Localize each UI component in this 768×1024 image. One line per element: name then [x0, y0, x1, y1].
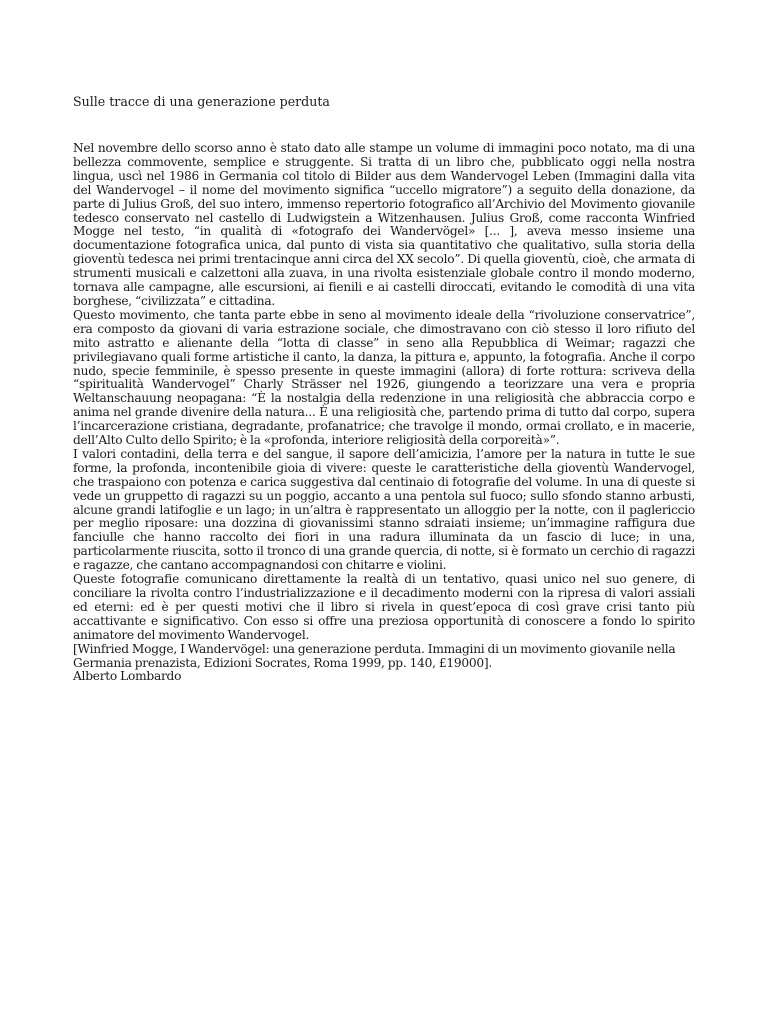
author-signature: Alberto Lombardo: [73, 669, 182, 684]
book-reference: [Winfried Mogge, I Wandervögel: una generazione perduta. Immagini di un movimento giovanile nella Germania prenazista, Edizioni Socrates, Roma 1999, pp. 140, £19000].: [73, 641, 676, 670]
document-page: [73, 94, 695, 684]
paragraph-values: I valori contadini, della terra e del sangue, il sapore dell’amicizia, l’amore per la natura in tutte le sue forme, la profonda, incontenibile gioia di vivere: queste le caratteristiche della gioventù Wandervogel, che traspaiono con potenza e carica suggestiva dal centinaio di fotografie del volume. In una di queste si vede un gruppetto di ragazzi su un poggio, accanto a una pentola sul fuoco; sullo sfondo stanno arbusti, alcune grandi latifoglie e un lago; in un’altra è rappresentato un alloggio per la notte, con il paglericcio per meglio riposare: una dozzina di giovanissimi stanno sdraiati insieme; un’immagine raffigura due fanciulle che hanno raccolto dei fiori in una radura illuminata da un fascio di luce; in una, particolarmente riuscita, sotto il tronco di una grande quercia, di notte, si è formato un cerchio di ragazzi e ragazze, che cantano accompagnandosi con chitarre e violini.: [73, 446, 695, 573]
paragraph-conclusion: Queste fotografie comunicano direttamente la realtà di un tentativo, quasi unico nel suo genere, di conciliare la rivolta contro l’industrializzazione e il decadimento moderni con la ripresa di valori assiali ed eterni: ed è per questi motivi che il libro si rivela in quest’epoca di così grave crisi tanto più accattivante e significativo. Con esso si offre una preziosa opportunità di conoscere a fondo lo spirito animatore del movimento Wandervogel.: [73, 572, 695, 642]
paragraph-movement: Questo movimento, che tanta parte ebbe in seno al movimento ideale della “rivoluzione conservatrice”, era composto da giovani di varia estrazione sociale, che dimostravano con ciò stesso il loro rifiuto del mito astratto e alienante della “lotta di classe” in seno alla Repubblica di Weimar; ragazzi che privilegiavano quali forme artistiche il canto, la danza, la pittura e, appunto, la fotografia. Anche il corpo nudo, specie femminile, è spesso presente in queste immagini (allora) di forte rottura: scriveva della “spiritualità Wandervogel” Charly Strässer nel 1926, giungendo a teorizzare una vera e propria Weltanschauung neopagana: “È la nostalgia della redenzione in una religiosità che abbraccia corpo e anima nel grande divenire della natura... È una religiosità che, partendo prima di tutto dal corpo, supera l’incarcerazione cristiana, degradante, profanatrice; che travolge il mondo, ormai crollato, e in macerie, dell’Alto Culto dello Spirito; è la «profonda, interiore religiosità della corporeità»”.: [73, 307, 695, 448]
document-body: [73, 142, 695, 684]
paragraph-intro: Nel novembre dello scorso anno è stato dato alle stampe un volume di immagini poco notato, ma di una bellezza commovente, semplice e struggente. Si tratta di un libro che, pubblicato oggi nella nostra lingua, uscì nel 1986 in Germania col titolo di Bilder aus dem Wandervogel Leben (Immagini dalla vita del Wandervogel – il nome del movimento significa “uccello migratore”) a seguito della donazione, da parte di Julius Groß, del suo intero, immenso repertorio fotografico all’Archivio del Movimento giovanile tedesco conservato nel castello di Ludwigstein a Witzenhausen. Julius Groß, come racconta Winfried Mogge nel testo, “in qualità di «fotografo dei Wandervögel» [... ], aveva messo insieme una documentazione fotografica unica, dal punto di vista sia quantitativo che qualitativo, sulla storia della gioventù tedesca nei primi trentacinque anni circa del XX secolo”. Di quella gioventù, cioè, che armata di strumenti musicali e calzettoni alla zuava, in una rivolta esistenziale globale contro il mondo moderno, tornava alle campagne, alle escursioni, ai fienili e ai castelli diroccati, evitando le comodità di una vita borghese, “civilizzata” e cittadina.: [73, 141, 695, 308]
document-title: Sulle tracce di una generazione perduta: [73, 94, 330, 109]
